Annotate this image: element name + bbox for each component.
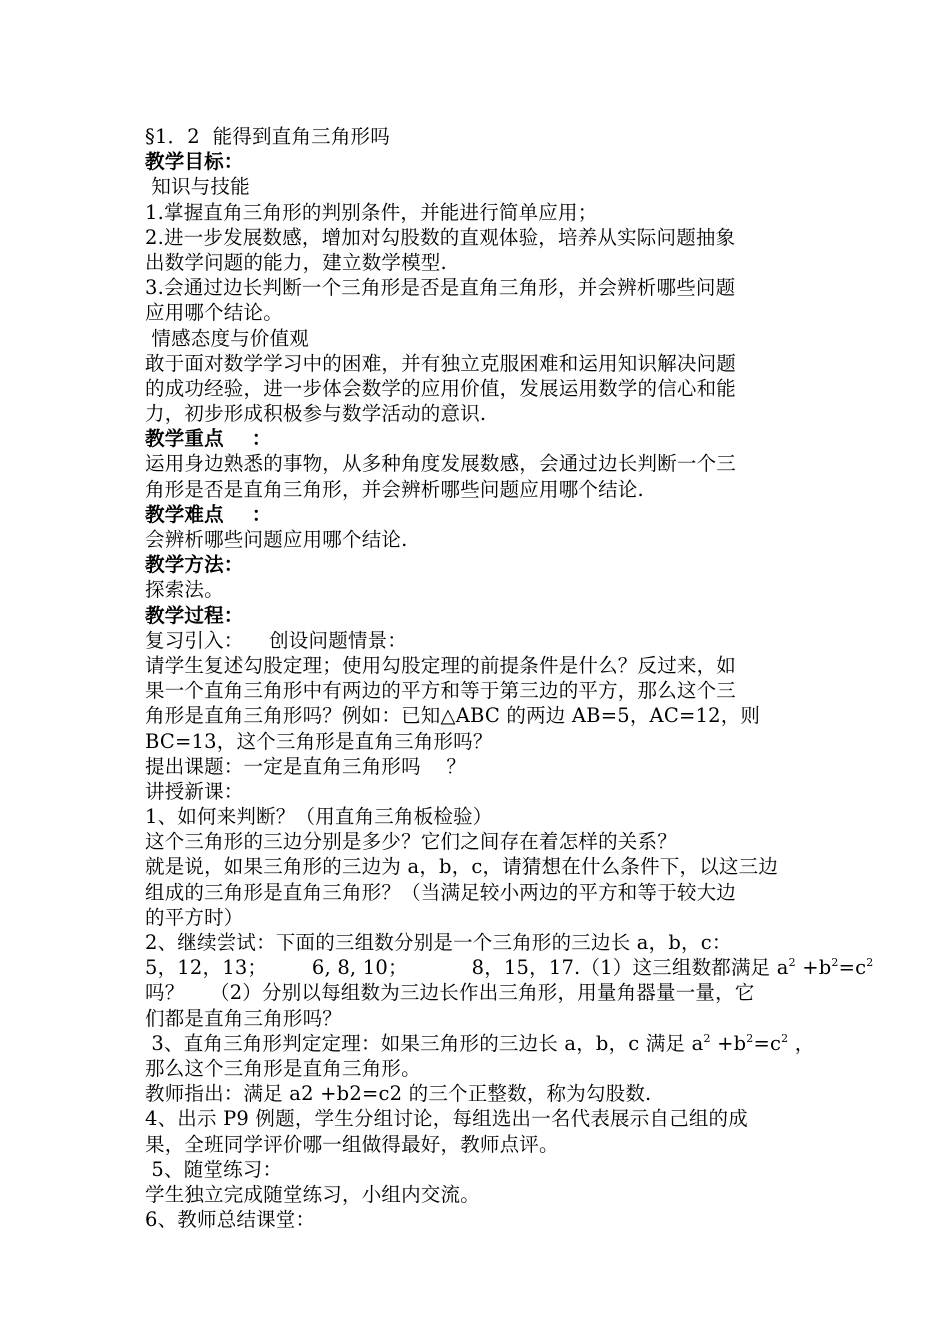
paragraph-line: 应用哪个结论。: [145, 301, 283, 325]
paragraph-line: 学生独立完成随堂练习，小组内交流。: [145, 1182, 480, 1206]
exponent: 2: [831, 956, 839, 970]
heading-teaching-goals: 教学目标：: [145, 150, 244, 174]
theorem-text: ，: [788, 1031, 815, 1055]
paragraph-line: 就是说，如果三角形的三边为 a，b，c，请猜想在什么条件下，以这三边: [145, 855, 779, 879]
paragraph-line: 3.会通过边长判断一个三角形是否是直角三角形，并会辨析哪些问题: [145, 276, 736, 300]
equation-text: +b: [795, 956, 832, 980]
exponent: 2: [703, 1031, 711, 1045]
paragraph-line: 2.进一步发展数感，增加对勾股数的直观体验，培养从实际问题抽象: [145, 225, 736, 249]
paragraph-line: BC=13，这个三角形是直角三角形吗？: [145, 729, 493, 753]
theorem-text: +b: [710, 1031, 747, 1055]
paragraph-line: 角形是否是直角三角形，并会辨析哪些问题应用哪个结论.: [145, 477, 644, 501]
exponent: 2: [746, 1031, 754, 1045]
equation-line: [145, 955, 874, 980]
paragraph-line: 果，全班同学评价哪一组做得最好，教师点评。: [145, 1132, 559, 1156]
paragraph-line: 讲授新课：: [145, 779, 244, 803]
paragraph-line: 4、出示 P9 例题，学生分组讨论，每组选出一名代表展示自己组的成: [145, 1107, 748, 1131]
heading-teaching-method: 教学方法：: [145, 553, 244, 577]
paragraph-line: 1.掌握直角三角形的判别条件，并能进行简单应用；: [145, 200, 598, 224]
paragraph-line: 组成的三角形是直角三角形？（当满足较小两边的平方和等于较大边: [145, 880, 737, 904]
paragraph-line: 们都是直角三角形吗？: [145, 1006, 343, 1030]
paragraph-line: 教师指出：满足 a2 +b2=c2 的三个正整数，称为勾股数.: [145, 1082, 652, 1106]
paragraph-line: 请学生复述勾股定理；使用勾股定理的前提条件是什么？反过来，如: [145, 653, 737, 677]
section-title: §1．2 能得到直角三角形吗: [145, 125, 390, 148]
theorem-text: 3、直角三角形判定定理：如果三角形的三边长 a，b，c 满足 a: [145, 1031, 704, 1055]
equation-text: 5，12，13； 6, 8, 10； 8，15，17.（1）这三组数都满足 a: [145, 956, 789, 980]
heading-key-points: 教学重点 ：: [145, 427, 272, 451]
paragraph-line: 的平方时）: [145, 905, 244, 929]
paragraph-line: 的成功经验，进一步体会数学的应用价值，发展运用数学的信心和能: [145, 376, 737, 400]
exponent: 2: [866, 956, 874, 970]
paragraph-line: 复习引入： 创设问题情景：: [145, 628, 407, 652]
exponent: 2: [788, 956, 796, 970]
paragraph-line: 出数学问题的能力，建立数学模型.: [145, 250, 447, 274]
exponent: 2: [781, 1031, 789, 1045]
paragraph-line: 敢于面对数学学习中的困难，并有独立克服困难和运用知识解决问题: [145, 351, 737, 375]
theorem-line: [145, 1031, 815, 1056]
heading-teaching-process: 教学过程：: [145, 603, 244, 627]
paragraph-line: 这个三角形的三边分别是多少？它们之间存在着怎样的关系？: [145, 830, 677, 854]
paragraph-line: 果一个直角三角形中有两边的平方和等于第三边的平方，那么这个三: [145, 679, 737, 703]
document-body: [145, 124, 874, 1232]
paragraph-line: 探索法。: [145, 578, 224, 602]
paragraph-line: 吗？ （2）分别以每组数为三边长作出三角形，用量角器量一量，它: [145, 981, 755, 1005]
theorem-text: =c: [753, 1031, 782, 1055]
paragraph-line: 角形是直角三角形吗？例如：已知△ABC 的两边 AB=5，AC=12，则: [145, 704, 761, 728]
paragraph-line: 2、继续尝试：下面的三组数分别是一个三角形的三边长 a，b，c：: [145, 931, 732, 954]
paragraph-line: 6、教师总结课堂：: [145, 1208, 316, 1232]
paragraph-line: 那么这个三角形是直角三角形。: [145, 1056, 421, 1080]
equation-text: =c: [838, 956, 867, 980]
subheading-attitudes-values: 情感态度与价值观: [145, 326, 309, 350]
paragraph-line: 提出课题：一定是直角三角形吗 ？: [145, 754, 467, 778]
heading-difficulties: 教学难点 ：: [145, 502, 272, 526]
paragraph-line: 力，初步形成积极参与数学活动的意识.: [145, 402, 487, 426]
paragraph-line: 5、随堂练习：: [145, 1157, 283, 1181]
paragraph-line: 会辨析哪些问题应用哪个结论.: [145, 528, 408, 551]
paragraph-line: 1、如何来判断？（用直角三角板检验）: [145, 805, 493, 829]
subheading-knowledge-skills: 知识与技能: [145, 175, 250, 199]
paragraph-line: 运用身边熟悉的事物，从多种角度发展数感，会通过边长判断一个三: [145, 452, 737, 476]
